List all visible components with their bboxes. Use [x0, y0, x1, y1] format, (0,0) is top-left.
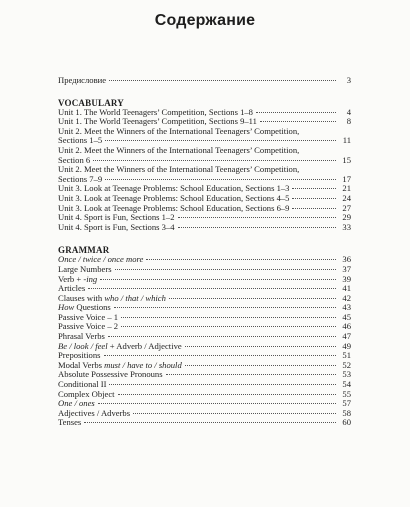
dot-leader [115, 269, 336, 270]
toc-entry-page: 55 [342, 388, 351, 399]
toc-entry [58, 390, 351, 400]
toc-entry-page: 21 [342, 183, 351, 194]
toc-entry-page: 52 [342, 359, 351, 370]
dot-leader [88, 288, 336, 289]
toc-entry-page: 49 [342, 340, 351, 351]
toc-entry-title: Complex Object [58, 388, 115, 399]
dot-leader [105, 179, 336, 180]
toc-entry-page: 51 [342, 350, 351, 361]
dot-leader [292, 188, 336, 189]
dot-leader [104, 355, 337, 356]
dot-leader [121, 326, 336, 327]
dot-leader [146, 259, 336, 260]
toc-entry-title: One / ones [58, 398, 95, 409]
dot-leader [109, 80, 336, 81]
toc-entry-title: How Questions [58, 302, 111, 313]
dot-leader [166, 374, 336, 375]
vocabulary-list [58, 108, 351, 233]
dot-leader [178, 227, 336, 228]
toc-entry-page: 47 [342, 331, 351, 342]
toc-entry-title: Tenses [58, 417, 82, 428]
dot-leader [169, 298, 336, 299]
toc-entry-title: Unit 4. Sport is Fun, Sections 3–4 [58, 221, 175, 232]
toc-entry-page: 53 [342, 369, 351, 380]
toc-entry-page: 27 [342, 202, 351, 213]
dot-leader [109, 384, 336, 385]
toc-entry-page: 42 [342, 292, 351, 303]
toc-entry-title: Passive Voice – 1 [58, 311, 119, 322]
toc-entry-page: 36 [342, 254, 351, 265]
toc-entry-title: Unit 3. Look at Teenage Problems: School Education, Sections 1–3 [58, 183, 290, 194]
toc-entry-title: Section 6 [58, 154, 91, 165]
toc-entry-page: 43 [342, 302, 351, 313]
toc-entry-title: Unit 2. Meet the Winners of the International Teenagers’ Competition, [58, 125, 300, 136]
dot-leader [292, 198, 336, 199]
toc-entry-page: 41 [342, 283, 351, 294]
toc-entry-page: 60 [342, 417, 351, 428]
toc-entry-title: Absolute Possessive Pronouns [58, 369, 163, 380]
dot-leader [98, 403, 336, 404]
toc-entry-title: Passive Voice – 2 [58, 321, 119, 332]
toc-entry-page: 15 [342, 154, 351, 165]
toc-entry-page: 39 [342, 273, 351, 284]
toc-entry-page: 57 [342, 398, 351, 409]
dot-leader [292, 208, 336, 209]
toc-entry [58, 223, 351, 233]
toc-entry-title: Clauses with who / that / which [58, 292, 166, 303]
toc-entry-title: Articles [58, 283, 86, 294]
dot-leader [108, 336, 336, 337]
toc-entry-page: 17 [342, 173, 351, 184]
toc-entry-title: Phrasal Verbs [58, 331, 105, 342]
dot-leader [121, 317, 336, 318]
toc-entry [58, 418, 351, 428]
toc-entry [58, 146, 351, 156]
section-heading-vocabulary: VOCABULARY [58, 97, 125, 108]
page-title: Содержание [154, 12, 256, 29]
toc-entry-title: Prepositions [58, 350, 101, 361]
toc-entry-page: 45 [342, 311, 351, 322]
dot-leader [133, 413, 336, 414]
toc-entry-page: 33 [342, 221, 351, 232]
toc-entry-title: Unit 3. Look at Teenage Problems: School Education, Sections 6–9 [58, 202, 290, 213]
toc-entry-title: Be / look / feel + Adverb / Adjective [58, 340, 182, 351]
toc-entry-title: Verb + -ing [58, 273, 98, 284]
toc-entry-page: 54 [342, 379, 351, 390]
toc-entry [58, 342, 351, 352]
toc-entry-page: 37 [342, 263, 351, 274]
toc-entry-page: 29 [342, 212, 351, 223]
dot-leader [185, 346, 336, 347]
grammar-list [58, 255, 351, 428]
toc-entry-title: Предисловие [58, 75, 107, 85]
dot-leader [100, 279, 336, 280]
toc-entry-title: Unit 2. Meet the Winners of the International Teenagers’ Competition, [58, 164, 300, 175]
toc-entry-title: Unit 1. The World Teenagers’ Competition, Sections 1–8 [58, 106, 253, 117]
dot-leader [105, 140, 336, 141]
toc-entry-title: Sections 1–5 [58, 135, 103, 146]
toc-entry-title: Unit 1. The World Teenagers’ Competition, Sections 9–11 [58, 116, 257, 127]
dot-leader [114, 307, 336, 308]
toc-entry-title: Adjectives / Adverbs [58, 407, 131, 418]
toc-entry-title: Unit 2. Meet the Winners of the International Teenagers’ Competition, [58, 144, 300, 155]
toc-entry-page: 4 [346, 106, 351, 117]
toc-entry-page: 58 [342, 407, 351, 418]
toc-entry-page: 46 [342, 321, 351, 332]
toc-entry-page: 8 [346, 116, 351, 127]
toc-entry-title: Conditional II [58, 379, 107, 390]
toc-entry-title: Once / twice / once more [58, 254, 144, 265]
toc-entry [58, 275, 351, 285]
toc-entry-title: Modal Verbs must / have to / should [58, 359, 182, 370]
toc-entry-title: Unit 4. Sport is Fun, Sections 1–2 [58, 212, 175, 223]
toc-entry-title: Sections 7–9 [58, 173, 103, 184]
dot-leader [256, 112, 336, 113]
toc-entry-title: Unit 3. Look at Teenage Problems: School Education, Sections 4–5 [58, 192, 290, 203]
toc-entry [58, 265, 351, 275]
toc-entry-page: 3 [346, 75, 351, 85]
toc-content [58, 76, 351, 428]
dot-leader [178, 217, 336, 218]
toc-entry-title: Large Numbers [58, 263, 112, 274]
dot-leader [84, 422, 336, 423]
dot-leader [260, 121, 336, 122]
toc-entry [58, 409, 351, 419]
dot-leader [185, 365, 336, 366]
toc-entry-page: 11 [342, 135, 351, 146]
toc-entry-preface [58, 76, 351, 86]
section-heading-grammar: GRAMMAR [58, 245, 110, 256]
dot-leader [93, 160, 336, 161]
toc-entry-page: 24 [342, 192, 351, 203]
dot-leader [118, 394, 336, 395]
